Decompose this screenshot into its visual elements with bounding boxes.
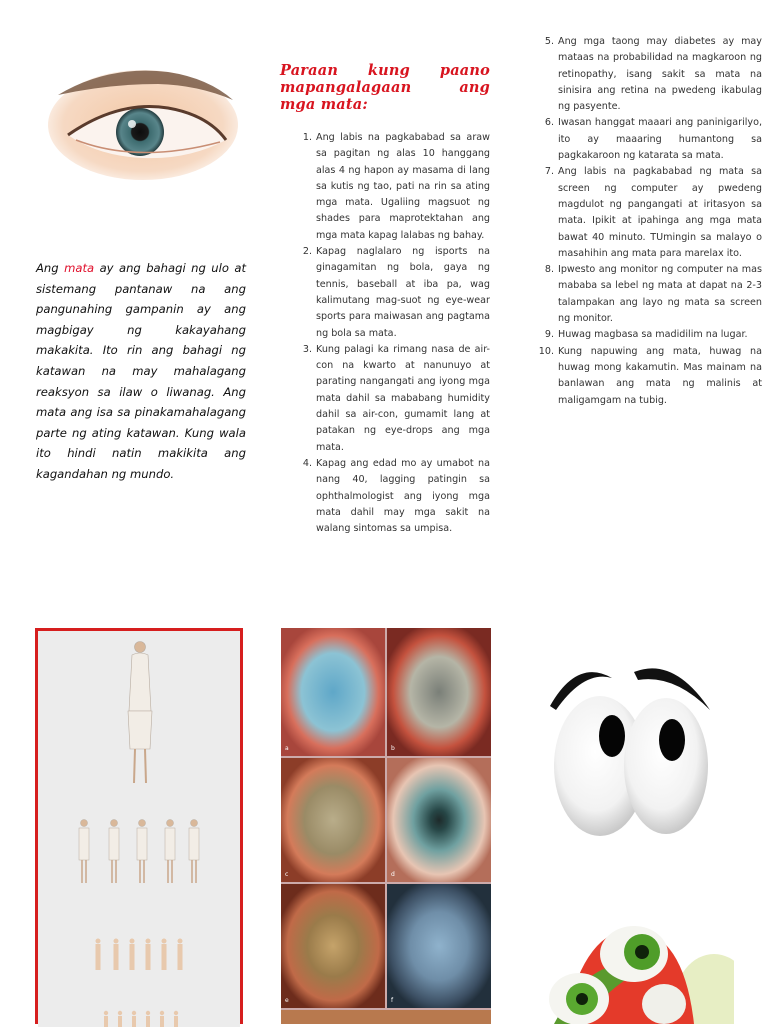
list-item bbox=[296, 342, 490, 456]
list-item-text: Kapag ang edad mo ay umabot na nang 40, lagging patingin sa ophthalmologist ang iyong mga mata dahil may mga sakit na walang sintomas sa umpisa. bbox=[316, 457, 490, 535]
figure-label: a bbox=[285, 745, 289, 752]
figure-label: d bbox=[391, 871, 395, 878]
tips-list-column-2 bbox=[540, 34, 762, 409]
list-item-number: 2. bbox=[302, 246, 312, 258]
list-item bbox=[296, 130, 490, 244]
list-item bbox=[538, 262, 762, 327]
list-item bbox=[538, 344, 762, 409]
figure-label: f bbox=[391, 997, 394, 1004]
intro-paragraph bbox=[36, 258, 246, 485]
list-item bbox=[296, 456, 490, 537]
list-item-text: Ipwesto ang monitor ng computer na mas mababa sa lebel ng mata at dapat na 2-3 talampakan ang layo ng mata sa screen ng monitor. bbox=[558, 264, 762, 325]
list-item-number: 4. bbox=[302, 457, 312, 469]
food-eyes-photo bbox=[524, 879, 734, 1024]
list-item-number: 8. bbox=[544, 264, 554, 276]
list-item-text: Iwasan hanggat maaari ang paninigarilyo, ito ay maaaring humantong sa pagkakaroon ng katarata sa mata. bbox=[558, 117, 762, 162]
list-item-text: Kung napuwing ang mata, huwag na huwag mong kakamutin. Mas mainam na banlawan ang mata ng malinis at maligamgam na tubig. bbox=[558, 345, 762, 406]
list-item bbox=[538, 164, 762, 262]
heading-line: mga mata: bbox=[280, 96, 368, 113]
list-item-text: Kung palagi ka rimang nasa de air-con na kwarto at nanunuyo at parating nangangati ang iyong mga mata dahil sa mababang humidity dahil sa air-con, gumamit lang at patakan ng eye-drops ang mga mata. bbox=[316, 343, 490, 453]
list-item-number: 3. bbox=[302, 343, 312, 355]
list-item-number: 5. bbox=[544, 36, 554, 47]
list-item-number: 7. bbox=[544, 166, 554, 178]
tips-list-column-1 bbox=[296, 130, 490, 537]
intro-text-start: Ang bbox=[36, 261, 65, 275]
list-item-text: Huwag magbasa sa madidilim na lugar. bbox=[558, 329, 748, 341]
intro-text-rest: ay ang bahagi ng ulo at sistemang pantanaw na ang pangunahing gampanin ay ang magbigay ng kakayahang makakita. Ito rin ang bahagi ng katawan na may mahalagang reaksyon sa ilaw o liwanag. Ang mata ang isa sa pinakamahalagang parte ng ating katawan. Kung wala ito hindi natin makikita ang kagandahan ng mundo. bbox=[36, 261, 246, 481]
list-item-number: 9. bbox=[544, 329, 554, 341]
section-heading bbox=[280, 62, 490, 113]
intro-highlight-word: mata bbox=[64, 261, 95, 275]
list-item-number: 10. bbox=[538, 345, 554, 357]
women-figures-illustration bbox=[38, 631, 240, 1027]
cartoon-eyes-icon bbox=[542, 648, 714, 838]
list-item-text: Ang labis na pagkababad sa araw sa pagitan ng alas 10 hanggang alas 4 ng hapon ay masama di lang sa kutis ng tao, pati na rin sa ating mga mata. Ugaliing magsuot ng shades para maprotektahan ang mga mata kapag lalabas ng bahay. bbox=[316, 132, 490, 241]
list-item-number: 1. bbox=[302, 132, 312, 143]
list-item-text: Kapag naglalaro ng isports na ginagamitan ng bola, gaya ng tennis, baseball at iba pa, wag kalimutang mag-suot ng eye-wear sports para maiwasan ang pagtama ng bola sa mata. bbox=[316, 246, 490, 339]
heading-line: Paraan kung paano bbox=[280, 62, 490, 79]
list-item bbox=[538, 327, 762, 343]
figure-label: b bbox=[391, 745, 395, 752]
heading-line: mapangalagaan ang bbox=[280, 79, 490, 96]
list-item bbox=[538, 34, 762, 115]
women-figures-photo bbox=[35, 628, 243, 1024]
figure-label: e bbox=[285, 997, 289, 1004]
eye-diseases-illustration bbox=[281, 628, 491, 1024]
list-item bbox=[296, 244, 490, 342]
list-item-text: Ang mga taong may diabetes ay may mataas na probabilidad na magkaroon ng retinopathy, isang sakit sa mata na sinisira ang retina na pwedeng ikabulag ng pasyente. bbox=[558, 36, 762, 113]
eye-photo bbox=[48, 60, 238, 180]
eye-diseases-photo-grid bbox=[281, 628, 491, 1024]
list-item-number: 6. bbox=[544, 117, 554, 129]
list-item-text: Ang labis na pagkababad ng mata sa screen ng computer ay pwedeng magdulot ng pangangati at iritasyon sa mata. Ipikit at ipahinga ang mga mata bawat 40 minuto. TUmingin sa malayo o masahihin ang mata para marelax ito. bbox=[558, 166, 762, 259]
figure-label: c bbox=[285, 871, 289, 878]
list-item bbox=[538, 115, 762, 164]
